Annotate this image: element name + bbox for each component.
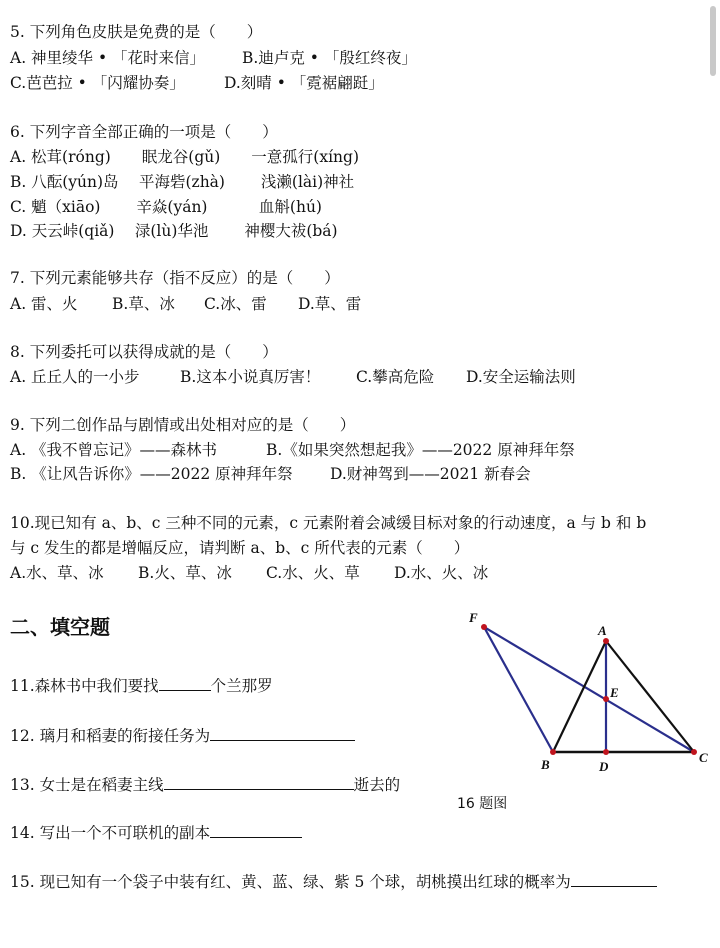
figure-caption: 16 题图 xyxy=(457,796,508,812)
point-d xyxy=(603,749,609,755)
q6-option-c: C. 魈（xiāo) 辛焱(yán) 血斛(hú) xyxy=(10,198,322,216)
q6-option-b: B. 八酝(yún)岛 平海砦(zhà) 浅濑(lài)神社 xyxy=(10,173,355,191)
point-c xyxy=(691,749,697,755)
q8-option-b: B.这本小说真厉害！ xyxy=(180,368,321,386)
q13-text: 13. 女士是在稻妻主线 xyxy=(10,776,164,794)
q6-stem: 6. 下列字音全部正确的一项是（ ） xyxy=(10,123,278,141)
q9-option-a: A. 《我不曾忘记》——森林书 xyxy=(10,441,218,459)
q6-option-a: A. 松茸(róng) 眠龙谷(gǔ) 一意孤行(xíng) xyxy=(10,148,359,166)
section-title-fill-in: 二、填空题 xyxy=(10,615,110,639)
label-c: C xyxy=(699,750,708,765)
q9-stem: 9. 下列二创作品与剧情或出处相对应的是（ ） xyxy=(10,416,356,434)
point-b xyxy=(550,749,556,755)
q8-option-a: A. 丘丘人的一小步 xyxy=(10,368,140,386)
q15-text: 15. 现已知有一个袋子中装有红、黄、蓝、绿、紫 5 个球，胡桃摸出红球的概率为 xyxy=(10,873,571,891)
label-d: D xyxy=(599,759,609,774)
label-b: B xyxy=(541,757,550,772)
q10-option-c: C.水、火、草 xyxy=(266,564,360,582)
q8-stem: 8. 下列委托可以获得成就的是（ ） xyxy=(10,343,278,361)
q7-stem: 7. 下列元素能够共存（指不反应）的是（ ） xyxy=(10,269,340,287)
q13-text-after: 逝去的 xyxy=(353,776,401,794)
q9-option-d: D.财神驾到——2021 新春会 xyxy=(330,465,531,483)
line-f-c xyxy=(484,627,694,752)
label-f: F xyxy=(469,610,478,625)
q9-option-b: B.《如果突然想起我》——2022 原神拜年祭 xyxy=(266,441,575,459)
q7-option-b: B.草、冰 xyxy=(112,295,175,313)
line-f-b xyxy=(484,627,553,752)
q9-option-b2: B. 《让风告诉你》——2022 原神拜年祭 xyxy=(10,465,293,483)
q6-option-d: D. 天云峠(qiǎ) 渌(lù)华池 神樱大祓(bá) xyxy=(10,222,338,240)
line-a-c xyxy=(606,641,694,752)
q10-stem-line1: 10.现已知有 a、b、c 三种不同的元素，c 元素附着会减缓目标对象的行动速度，a 与 b 和 b xyxy=(10,514,647,532)
q5-stem: 5. 下列角色皮肤是免费的是（ ） xyxy=(10,23,263,41)
q11-text-after: 个兰那罗 xyxy=(210,677,273,695)
q5-option-d: D.刻晴 • 「霓裾翩跹」 xyxy=(224,74,384,92)
q11-text: 11.森林书中我们要找 xyxy=(10,677,159,695)
q10-option-a: A.水、草、冰 xyxy=(10,564,104,582)
q5-option-c: C.芭芭拉 • 「闪耀协奏」 xyxy=(10,74,185,92)
label-a: A xyxy=(598,623,607,638)
line-a-b xyxy=(553,641,606,752)
q5-option-a: A. 神里绫华 • 「花时来信」 xyxy=(10,49,206,67)
q7-option-c: C.冰、雷 xyxy=(204,295,267,313)
label-e: E xyxy=(610,685,619,700)
q12-text: 12. 璃月和稻妻的衔接任务为 xyxy=(10,727,211,745)
q8-option-d: D.安全运输法则 xyxy=(466,368,576,386)
q10-option-d: D.水、火、冰 xyxy=(394,564,489,582)
q7-option-d: D.草、雷 xyxy=(298,295,362,313)
q8-option-c: C.攀高危险 xyxy=(356,368,435,386)
point-a xyxy=(603,638,609,644)
q7-option-a: A. 雷、火 xyxy=(10,295,78,313)
q10-stem-line2: 与 c 发生的都是增幅反应，请判断 a、b、c 所代表的元素（ ） xyxy=(10,539,470,557)
q5-option-b: B.迪卢克 • 「殷红终夜」 xyxy=(242,49,417,67)
point-e xyxy=(603,696,609,702)
point-f xyxy=(481,624,487,630)
q10-option-b: B.火、草、冰 xyxy=(138,564,232,582)
q14-text: 14. 写出一个不可联机的副本 xyxy=(10,824,211,842)
